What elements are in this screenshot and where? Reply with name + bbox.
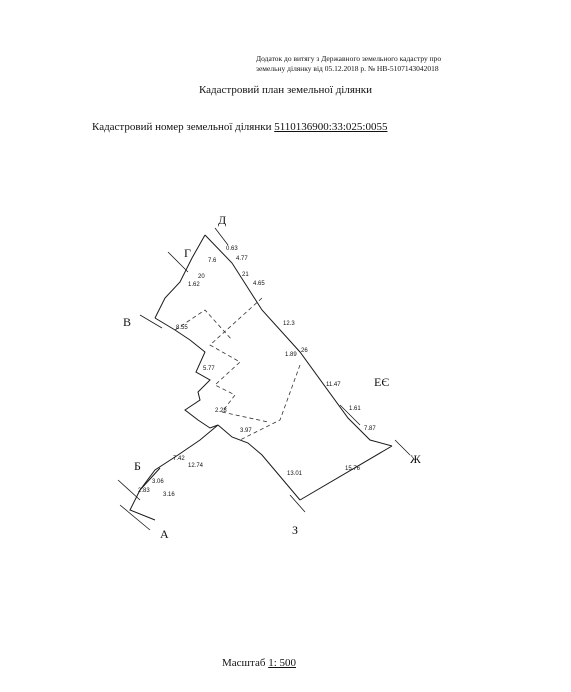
neighbor-label-g: Г [184,246,191,260]
scale-label: Масштаб [222,657,266,669]
neighbor-label-d: Д [218,213,227,227]
dimension-labels [138,246,376,498]
dim-8-55: 8.55 [176,325,188,331]
neighbor-label-b: Б [134,459,141,473]
neighbor-label-zh: Ж [410,452,421,466]
dim-12-74: 12.74 [188,463,204,469]
neighbor-label-a: А [160,527,169,541]
neighbor-label-v: В [123,315,132,329]
dim-7-42: 7.42 [173,456,185,462]
dim-1-62: 1.62 [188,282,200,288]
dim-2-28: 2.28 [215,408,227,414]
scale-value: 1: 500 [268,657,296,669]
dim-2-83: 2.83 [138,488,150,494]
cadastral-number-label: Кадастровий номер земельної ділянки [92,121,272,133]
dim-12-3: 12.3 [283,321,295,327]
page-title: Кадастровий план земельної ділянки [198,84,373,96]
dim-26: 26 [301,348,308,354]
dim-4-65: 4.65 [253,281,265,287]
dim-15-76: 15.76 [345,466,361,472]
inner-dashed-lines [175,298,300,440]
neighbor-label-ye: ЕЄ [374,375,390,389]
dim-1-61: 1.61 [349,406,361,412]
scale-line [222,657,296,669]
neighbor-label-z: З [292,523,299,537]
dim-3-97: 3.97 [240,428,252,434]
dim-7-6: 7.6 [208,258,217,264]
dim-3-06: 3.06 [152,479,164,485]
dim-5-77: 5.77 [203,366,215,372]
cadastral-number-value: 5110136900:33:025:0055 [274,121,388,133]
dim-4-77: 4.77 [236,256,248,262]
dim-1-89: 1.89 [285,352,297,358]
extract-note-line-1: Додаток до витягу з Державного земельного кадастру про [256,54,442,63]
dim-20: 20 [198,274,205,280]
dim-21: 21 [242,272,249,278]
dim-7-87: 7.87 [364,426,376,432]
dim-0-63: 0.63 [226,246,238,252]
parcel-boundary [130,235,392,520]
dim-3-16: 3.16 [163,492,175,498]
extract-note-line-2: земельну ділянку від 05.12.2018 р. № НВ-5107143042018 [256,64,439,73]
dim-13-01: 13.01 [287,471,303,477]
dim-11-47: 11.47 [326,382,341,388]
